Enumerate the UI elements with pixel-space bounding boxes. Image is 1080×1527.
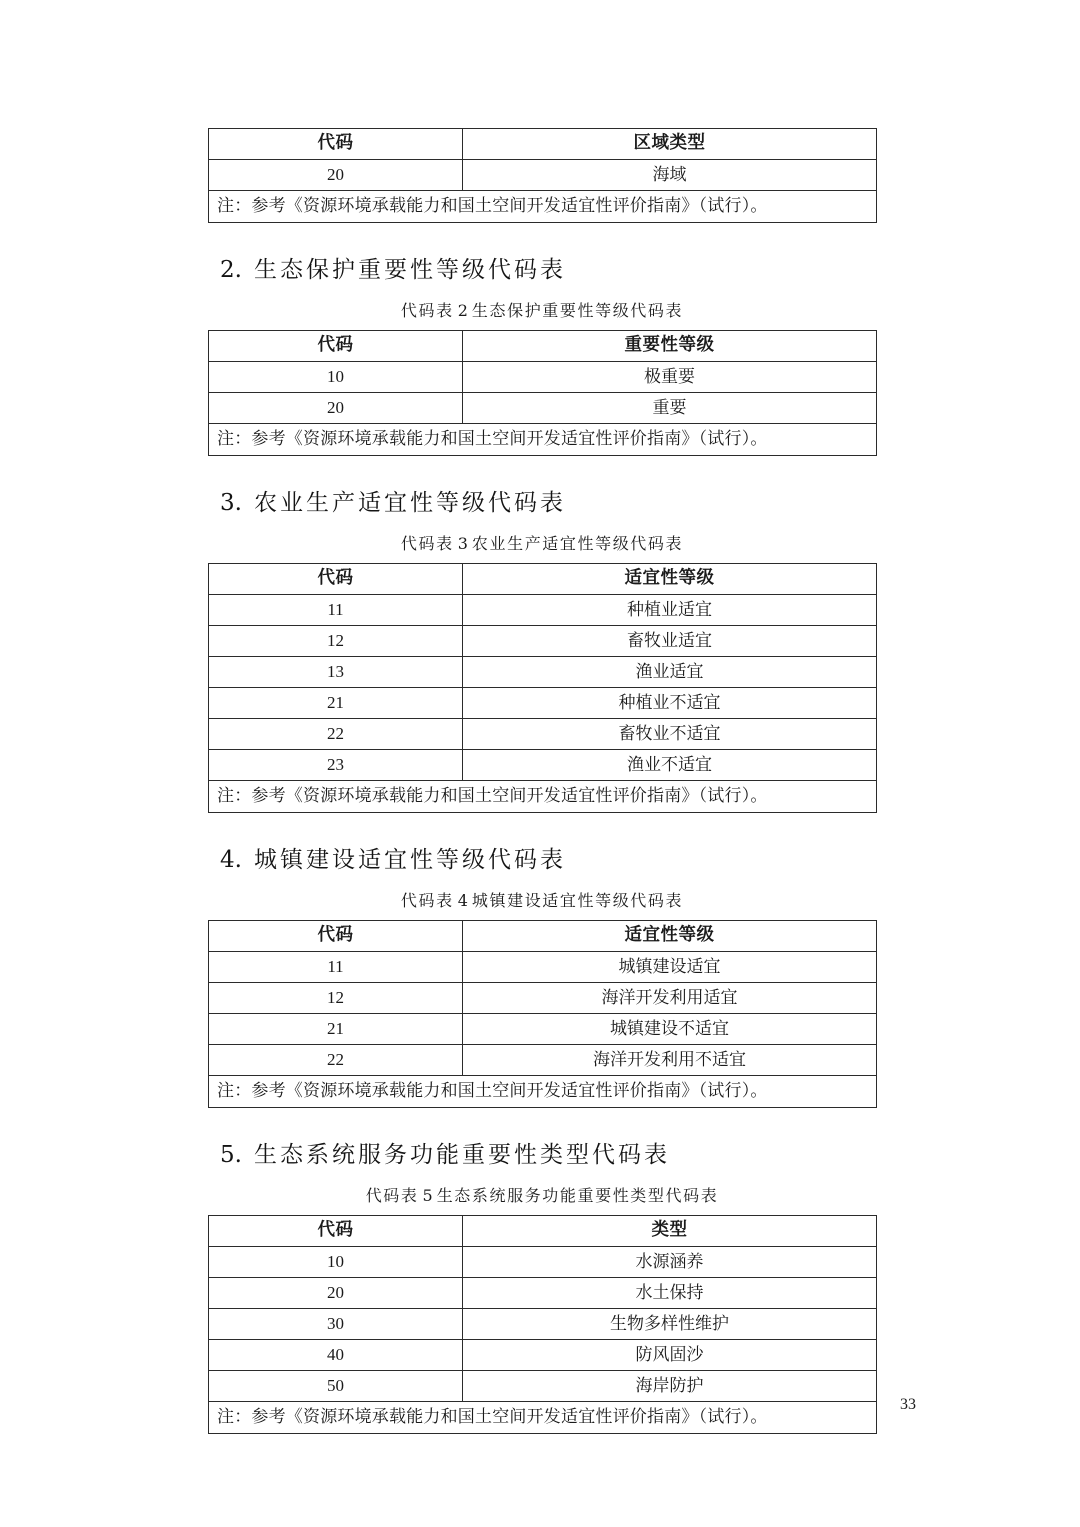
table-note-row xyxy=(209,1402,877,1434)
column-header-code: 代码 xyxy=(209,921,463,952)
table-note-row xyxy=(209,424,877,456)
column-header-value: 重要性等级 xyxy=(463,331,877,362)
table-header-row xyxy=(209,921,877,952)
cell-value: 城镇建设不适宜 xyxy=(463,1014,877,1045)
cell-value: 种植业不适宜 xyxy=(463,688,877,719)
table-row xyxy=(209,595,877,626)
cell-value: 防风固沙 xyxy=(463,1340,877,1371)
table-row xyxy=(209,362,877,393)
column-header-value: 适宜性等级 xyxy=(463,921,877,952)
table-header-row xyxy=(209,564,877,595)
code-table-4-block xyxy=(208,920,876,1108)
table-row xyxy=(209,1340,877,1371)
table-note: 注：参考《资源环境承载能力和国土空间开发适宜性评价指南》（试行）。 xyxy=(209,781,877,813)
code-table-3-block xyxy=(208,563,876,813)
page-content xyxy=(208,128,876,1434)
cell-code: 12 xyxy=(209,626,463,657)
column-header-code: 代码 xyxy=(209,564,463,595)
caption-title: 生态保护重要性等级代码表 xyxy=(471,301,684,320)
cell-value: 海岸防护 xyxy=(463,1371,877,1402)
table-note-row xyxy=(209,1076,877,1108)
table-row xyxy=(209,1309,877,1340)
table-header-row xyxy=(209,129,877,160)
cell-code: 11 xyxy=(209,952,463,983)
table-note: 注：参考《资源环境承载能力和国土空间开发适宜性评价指南》（试行）。 xyxy=(209,1076,877,1108)
table-header-row xyxy=(209,331,877,362)
table-row xyxy=(209,626,877,657)
table-note-row xyxy=(209,781,877,813)
caption-prefix: 代码表 xyxy=(400,534,454,553)
caption-number: 3 xyxy=(457,534,468,553)
section-4-heading-block xyxy=(208,813,876,878)
cell-value: 生物多样性维护 xyxy=(463,1309,877,1340)
caption-number: 4 xyxy=(457,891,468,910)
table-row xyxy=(209,1278,877,1309)
cell-value: 渔业不适宜 xyxy=(463,750,877,781)
cell-code: 40 xyxy=(209,1340,463,1371)
cell-code: 20 xyxy=(209,160,463,191)
table-note: 注：参考《资源环境承载能力和国土空间开发适宜性评价指南》（试行）。 xyxy=(209,191,877,223)
code-table-1 xyxy=(208,128,877,223)
section-4-heading xyxy=(220,841,876,874)
cell-value: 畜牧业不适宜 xyxy=(463,719,877,750)
table-row xyxy=(209,393,877,424)
code-table-3 xyxy=(208,563,877,813)
table-row xyxy=(209,750,877,781)
column-header-value: 区域类型 xyxy=(463,129,877,160)
table-row xyxy=(209,1014,877,1045)
cell-value: 畜牧业适宜 xyxy=(463,626,877,657)
cell-code: 13 xyxy=(209,657,463,688)
caption-prefix: 代码表 xyxy=(400,301,454,320)
cell-value: 海域 xyxy=(463,160,877,191)
column-header-value: 适宜性等级 xyxy=(463,564,877,595)
code-table-2 xyxy=(208,330,877,456)
cell-code: 20 xyxy=(209,1278,463,1309)
table-header-row xyxy=(209,1216,877,1247)
code-table-5 xyxy=(208,1215,877,1434)
caption-title: 农业生产适宜性等级代码表 xyxy=(471,534,684,553)
cell-value: 渔业适宜 xyxy=(463,657,877,688)
table-row xyxy=(209,719,877,750)
cell-code: 10 xyxy=(209,362,463,393)
cell-value: 水源涵养 xyxy=(463,1247,877,1278)
section-2-title: 生态保护重要性等级代码表 xyxy=(253,257,566,283)
section-3-title: 农业生产适宜性等级代码表 xyxy=(253,490,566,516)
cell-value: 城镇建设适宜 xyxy=(463,952,877,983)
table-row xyxy=(209,1371,877,1402)
cell-code: 50 xyxy=(209,1371,463,1402)
table-note: 注：参考《资源环境承载能力和国土空间开发适宜性评价指南》（试行）。 xyxy=(209,424,877,456)
caption-prefix: 代码表 xyxy=(365,1186,419,1205)
caption-number: 2 xyxy=(457,301,468,320)
code-table-2-caption xyxy=(208,288,876,330)
code-table-3-caption xyxy=(208,521,876,563)
section-2-number: 2. xyxy=(220,257,242,283)
table-row xyxy=(209,657,877,688)
cell-value: 极重要 xyxy=(463,362,877,393)
cell-code: 30 xyxy=(209,1309,463,1340)
code-table-1-block xyxy=(208,128,876,223)
section-2-heading xyxy=(220,251,876,284)
section-2-heading-block xyxy=(208,223,876,288)
table-row xyxy=(209,1247,877,1278)
cell-code: 10 xyxy=(209,1247,463,1278)
section-3-heading xyxy=(220,484,876,517)
table-row xyxy=(209,688,877,719)
code-table-5-block xyxy=(208,1215,876,1434)
code-table-4 xyxy=(208,920,877,1108)
caption-prefix: 代码表 xyxy=(400,891,454,910)
table-row xyxy=(209,1045,877,1076)
cell-value: 海洋开发利用不适宜 xyxy=(463,1045,877,1076)
caption-number: 5 xyxy=(422,1186,433,1205)
table-row xyxy=(209,160,877,191)
column-header-code: 代码 xyxy=(209,331,463,362)
column-header-value: 类型 xyxy=(463,1216,877,1247)
section-4-title: 城镇建设适宜性等级代码表 xyxy=(253,847,566,873)
section-3-heading-block xyxy=(208,456,876,521)
page-number: 33 xyxy=(900,1396,916,1413)
cell-value: 海洋开发利用适宜 xyxy=(463,983,877,1014)
code-table-4-caption xyxy=(208,878,876,920)
cell-code: 23 xyxy=(209,750,463,781)
column-header-code: 代码 xyxy=(209,1216,463,1247)
cell-code: 21 xyxy=(209,688,463,719)
cell-value: 重要 xyxy=(463,393,877,424)
table-row xyxy=(209,983,877,1014)
cell-code: 12 xyxy=(209,983,463,1014)
cell-code: 22 xyxy=(209,1045,463,1076)
table-row xyxy=(209,952,877,983)
section-4-number: 4. xyxy=(220,847,242,873)
table-note-row xyxy=(209,191,877,223)
caption-title: 生态系统服务功能重要性类型代码表 xyxy=(436,1186,719,1205)
cell-code: 11 xyxy=(209,595,463,626)
cell-code: 21 xyxy=(209,1014,463,1045)
section-5-heading-block xyxy=(208,1108,876,1173)
section-5-heading xyxy=(220,1136,876,1169)
caption-title: 城镇建设适宜性等级代码表 xyxy=(471,891,684,910)
table-note: 注：参考《资源环境承载能力和国土空间开发适宜性评价指南》（试行）。 xyxy=(209,1402,877,1434)
column-header-code: 代码 xyxy=(209,129,463,160)
cell-code: 20 xyxy=(209,393,463,424)
cell-value: 水土保持 xyxy=(463,1278,877,1309)
cell-value: 种植业适宜 xyxy=(463,595,877,626)
section-5-title: 生态系统服务功能重要性类型代码表 xyxy=(253,1142,670,1168)
code-table-5-caption xyxy=(208,1173,876,1215)
cell-code: 22 xyxy=(209,719,463,750)
section-5-number: 5. xyxy=(220,1142,242,1168)
section-3-number: 3. xyxy=(220,490,242,516)
code-table-2-block xyxy=(208,330,876,456)
